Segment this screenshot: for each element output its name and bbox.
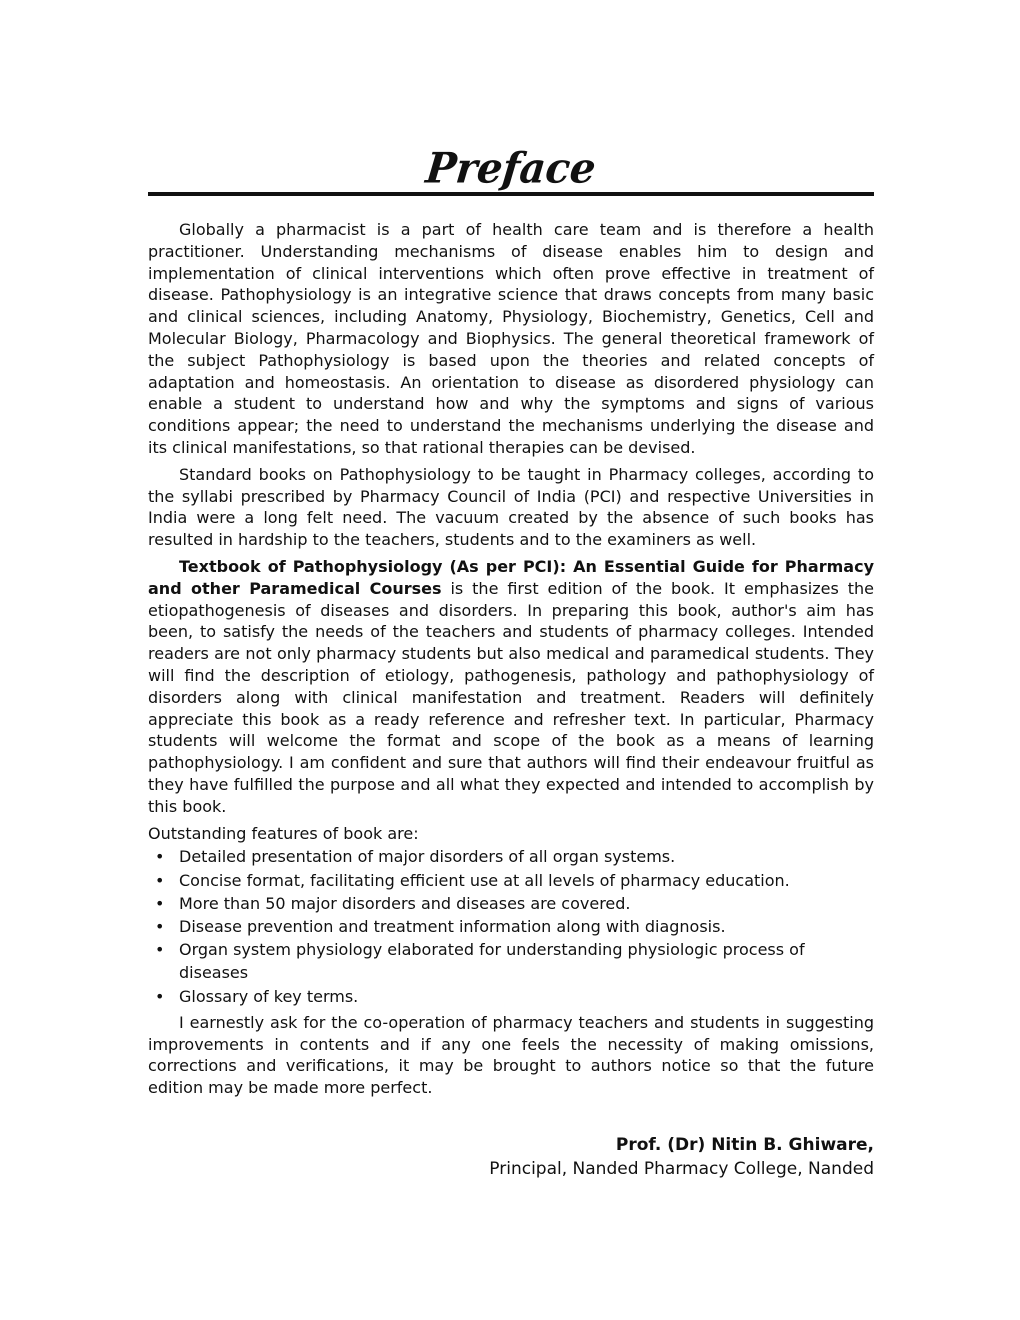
features-intro: Outstanding features of book are: [148, 823, 419, 843]
preface-header [148, 143, 874, 196]
feature-text: Organ system physiology elaborated for understanding physiologic process of diseases [179, 940, 805, 983]
preface-body [148, 219, 874, 1182]
feature-text: Glossary of key terms. [179, 986, 359, 1006]
bullet-icon [148, 869, 179, 892]
list-item [148, 892, 874, 915]
page-content [148, 143, 875, 1182]
bullet-icon [148, 845, 179, 868]
list-item [148, 845, 874, 868]
list-item [148, 938, 874, 984]
bullet-icon [148, 892, 179, 915]
bullet-icon [148, 985, 179, 1008]
bullet-icon [148, 915, 179, 938]
list-item [148, 869, 874, 892]
paragraph-closing: I earnestly ask for the co-operation of pharmacy teachers and students in suggesting improvements in contents and if any one feels the necessity of making omissions, corrections and verifications, it may be brought to authors notice so that the future edition may be made more perfect. [148, 1012, 874, 1098]
bullet-icon [148, 938, 179, 961]
paragraph-intro: Globally a pharmacist is a part of health care team and is therefore a health practitioner. Understanding mechanisms of disease enables him to design and implementation of clinical interventions which often prove effective in treatment of disease. Pathophysiology is an integrative science that draws concepts from many basic and clinical sciences, including Anatomy, Physiology, Biochemistry, Genetics, Cell and Molecular Biology, Pharmacology and Biophysics. The general theoretical framework of the subject Pathophysiology is based upon the theories and related concepts of adaptation and homeostasis. An orientation to disease as disordered physiology can enable a student to understand how and why the symptoms and signs of various conditions appear; the need to understand the mechanisms underlying the disease and its clinical manifestations, so that rational therapies can be devised. [148, 220, 874, 457]
list-item [148, 985, 874, 1008]
paragraph-standard-books: Standard books on Pathophysiology to be taught in Pharmacy colleges, according to the syllabi prescribed by Pharmacy Council of India (PCI) and respective Universities in India were a long felt need. The vacuum created by the absence of such books has resulted in hardship to the teachers, students and to the examiners as well. [148, 464, 874, 550]
feature-text: Disease prevention and treatment information along with diagnosis. [179, 916, 726, 936]
book-title-bold: Textbook of Pathophysiology (As per PCI): An Essential Guide for Pharmacy and other Paramedical Courses [148, 556, 874, 598]
signature-block [148, 1133, 874, 1182]
feature-text: More than 50 major disorders and diseases are covered. [179, 893, 631, 913]
page-title-text: Preface [423, 143, 599, 194]
author-role: Principal, Nanded Pharmacy College, Nanded [489, 1159, 874, 1180]
feature-text: Detailed presentation of major disorders of all organ systems. [179, 847, 676, 867]
page-title [148, 143, 874, 194]
features-list [148, 845, 874, 1007]
paragraph-book-description [148, 556, 874, 818]
list-item [148, 915, 874, 938]
book-description-text: is the first edition of the book. It emphasizes the etiopathogenesis of diseases and disorders. In preparing this book, author's aim has been, to satisfy the needs of the teachers and students of pharmacy colleges. Intended readers are not only pharmacy students but also medical and paramedical students. They will find the description of etiology, pathogenesis, pathology and pathophysiology of disorders along with clinical manifestation and treatment. Readers will definitely appreciate this book as a ready reference and refresher text. In particular, Pharmacy students will welcome the format and scope of the book as a means of learning pathophysiology. I am confident and sure that authors will find their endeavour fruitful as they have fulfilled the purpose and all what they expected and intended to accomplish by this book. [148, 578, 875, 816]
feature-text: Concise format, facilitating efficient use at all levels of pharmacy education. [179, 870, 790, 890]
author-name: Prof. (Dr) Nitin B. Ghiware, [615, 1134, 874, 1155]
